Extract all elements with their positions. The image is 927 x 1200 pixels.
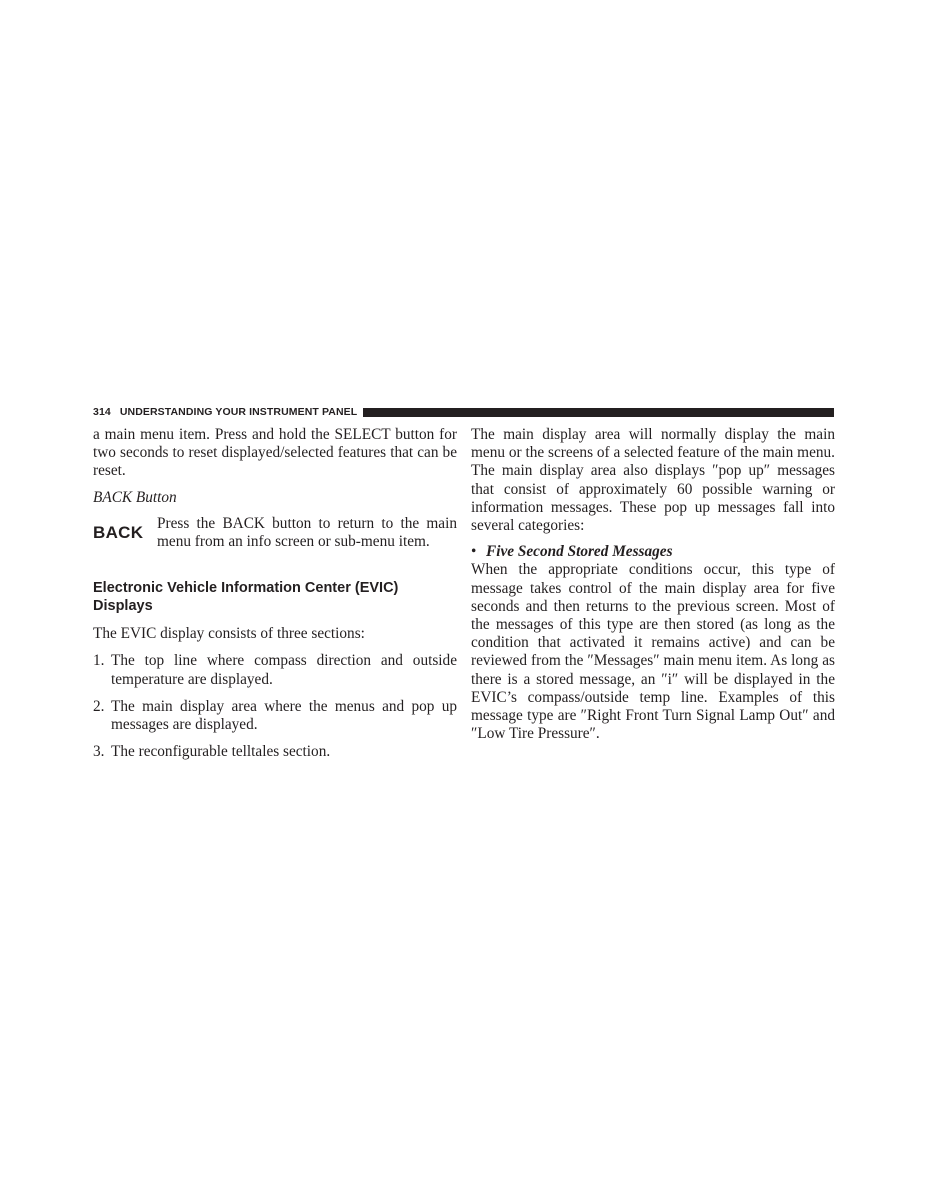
evic-sections-list — [93, 652, 457, 761]
list-item-number: 1. — [93, 652, 105, 670]
five-second-paragraph: When the appropriate conditions occur, this type of message takes control of the main display area for five seconds and then returns to the previous screen. Most of the messages of this type are then stored (as long as the condition that activated it remains active) and can be reviewed from the ″Messages″ main menu item. As long as there is a stored message, an ″i″ will be displayed in the EVIC’s compass/outside temp line. Examples of this message type are ″Right Front Turn Signal Lamp Out″ and ″Low Tire Pressure″. — [471, 561, 835, 743]
list-item-text: The reconfigurable telltales section. — [111, 743, 331, 761]
back-button-icon: BACK — [93, 523, 144, 543]
bullet-heading: Five Second Stored Messages — [486, 543, 673, 561]
back-button-subheading: BACK Button — [93, 488, 177, 506]
list-item-number: 2. — [93, 697, 105, 715]
bullet-marker: • — [471, 543, 477, 561]
main-display-paragraph: The main display area will normally display the main menu or the screens of a selected feature of the main menu. The main display area also displays ″pop up″ messages that consist of approximately 60 possible warning or information messages. These pop up messages fall into several categories: — [471, 426, 835, 535]
list-item-number: 3. — [93, 743, 105, 761]
list-item — [93, 652, 457, 688]
back-button-description: Press the BACK button to return to the main menu from an info screen or sub-menu item. — [157, 514, 457, 551]
evic-displays-heading: Electronic Vehicle Information Center (EVIC) Displays — [93, 580, 399, 615]
right-column — [471, 426, 835, 743]
back-button-row — [93, 515, 457, 551]
evic-intro: The EVIC display consists of three sections: — [93, 625, 365, 643]
list-item-text: The main display area where the menus and pop up messages are displayed. — [111, 697, 457, 734]
page-header — [93, 405, 834, 419]
continued-paragraph: a main menu item. Press and hold the SELECT button for two seconds to reset displayed/selected features that can be reset. — [93, 426, 457, 480]
list-item — [93, 698, 457, 734]
page-number: 314 — [93, 406, 111, 418]
bullet-item — [471, 543, 835, 561]
header-rule — [363, 408, 834, 417]
list-item — [93, 743, 457, 761]
section-title: UNDERSTANDING YOUR INSTRUMENT PANEL — [119, 406, 358, 418]
left-column — [93, 426, 457, 761]
list-item-text: The top line where compass direction and outside temperature are displayed. — [111, 652, 457, 688]
